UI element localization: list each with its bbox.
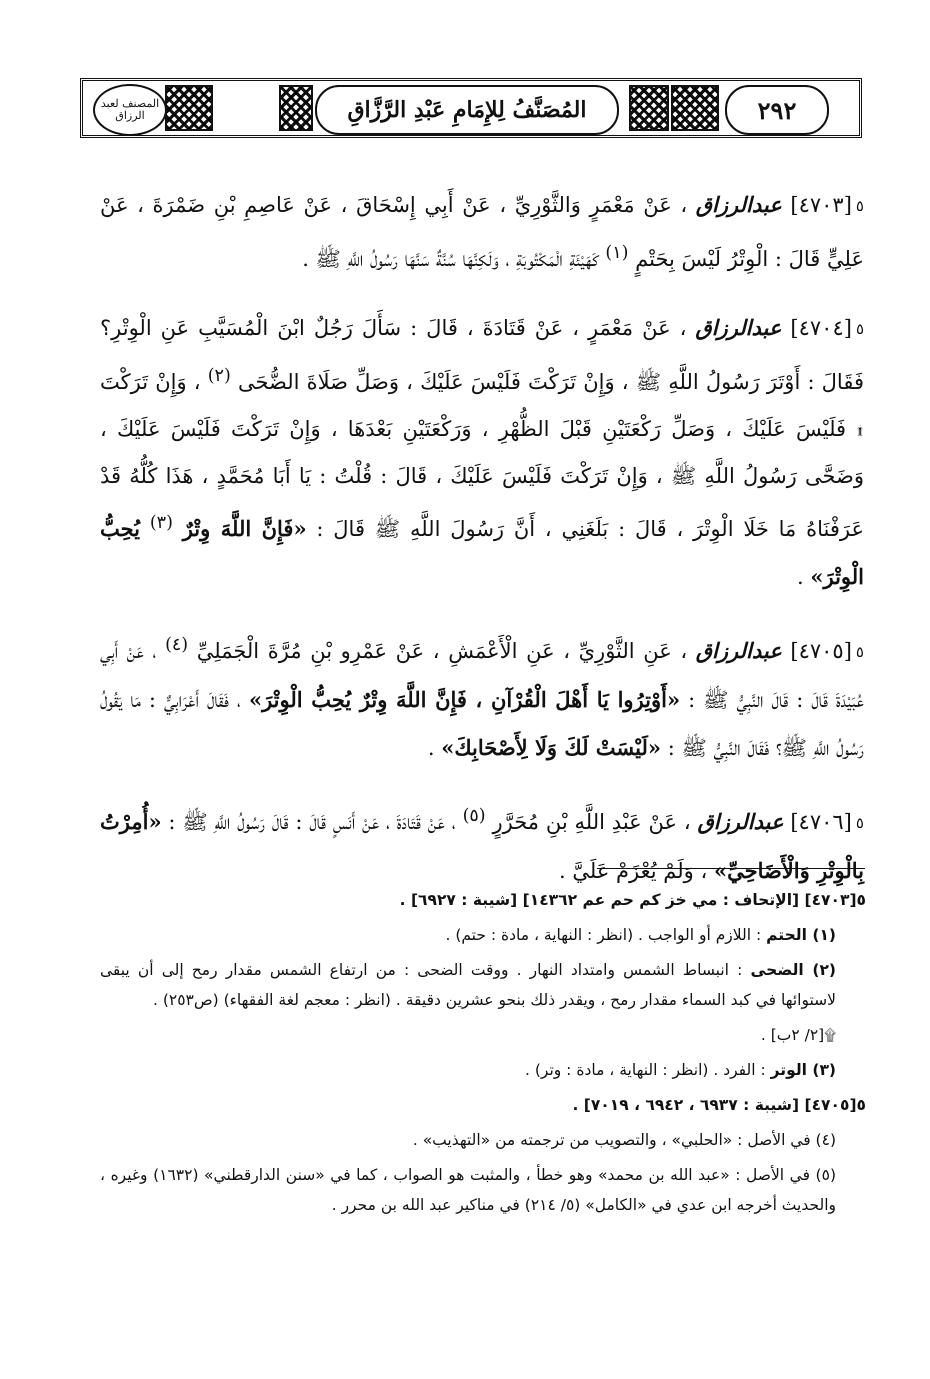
hadith-text: .: [427, 736, 435, 760]
footnote-3: [100, 1055, 866, 1085]
footnote-ref: (١): [605, 243, 629, 263]
footnote-source-4703: [100, 885, 866, 915]
footnote-5: [100, 1160, 866, 1220]
prophetic-quote: «أَوْتِرُوا يَا أَهْلَ الْقُرْآنِ ، فَإِنَّ اللَّهَ وِتْرٌ يُحِبُّ الْوِتْرَ»: [248, 687, 681, 712]
footnote-text: (٤) في الأصل : «الحلبي» ، والتصويب من ترجمته من «التهذيب» .: [412, 1131, 836, 1149]
footnote-source-4705: [100, 1090, 866, 1120]
footnote-lead: (١) الحتم: [766, 926, 836, 944]
hadith-text: ، وَإِنْ تَرَكْتَ ۩ فَلَيْسَ عَلَيْكَ ، وَصَلِّ رَكْعَتَيْنِ قَبْلَ الظُّهْرِ ، وَرَكْعَتَيْنِ بَعْدَهَا ، وَإِنْ تَرَكْتَ فَلَيْسَ عَلَيْكَ ، وَضَحَّى رَسُولُ اللَّهِ ﷺ ، وَإِنْ تَرَكْتَ فَلَيْسَ عَلَيْكَ ، قَالَ : قُلْتُ : يَا أَبَا مُحَمَّدٍ ، هَذَا كُلُّهُ قَدْ عَرَفْنَاهُ مَا خَلَا الْوِتْرَ ، قَالَ : بَلَغَنِي ، أَنَّ رَسُولَ اللَّهِ ﷺ قَالَ :: [100, 370, 865, 541]
author-name: عبدالرزاق: [695, 638, 782, 663]
hadith-4704: [100, 304, 864, 601]
footnote-lead: ٥[٤٧٠٥] [شيبة : ٦٩٣٧ ، ٦٩٤٢ ، ٧٠١٩] .: [572, 1096, 866, 1114]
footnote-lead: ٥[٤٧٠٣] [الإتحاف : مي خز كم حم عم ١٤٣٦٢] [شيبة : ٦٩٢٧] .: [399, 891, 866, 909]
footnote-text: : انبساط الشمس وامتداد النهار . ووقت الضحى : من ارتفاع الشمس مقدار رمح إلى أن يبقى لاستوائها في كبد السماء مقدار رمح ، ويقدر ذلك بنحو عشرين دقيقة . (انظر : معجم لغة الفقهاء) (ص٢٥٣) .: [100, 961, 836, 1009]
footnote-4: [100, 1125, 866, 1155]
hadith-text: ، عَنْ مَعْمَرٍ ، عَنْ قَتَادَةَ ، قَالَ : سَأَلَ رَجُلٌ ابْنَ الْمُسَيَّبِ عَنِ الْوِتْرِ؟ فَقَالَ : أَوْتَرَ رَسُولُ اللَّهِ ﷺ ، وَإِنْ تَرَكْتَ فَلَيْسَ عَلَيْكَ ، وَصَلِّ صَلَاةَ الضُّحَى: [100, 316, 864, 394]
hadith-text: ، فَقَالَ أَعْرَابِيٌّ : مَا يَقُولُ رَسُولُ اللَّهِ ﷺ؟ فَقَالَ النَّبِيُّ ﷺ :: [100, 688, 864, 760]
hadith-text: كَهَيْئَةِ الْمَكْتُوبَةِ ، وَلَكِنَّهَا سُنَّةٌ سَنَّهَا رَسُولُ اللَّهِ ﷺ .: [302, 247, 599, 271]
footnote-ref: (٥): [462, 806, 486, 826]
circle-mark: ٥: [855, 814, 864, 832]
footnote-text: (٥) في الأصل : «عبد الله بن محمد» وهو خطأ ، والمثبت هو الصواب ، كما في «سنن الدارقطني» (١٦٣٢) وغيره ، والحديث أخرجه ابن عدي في «الكامل» (٥/ ٢١٤) في مناكير عبد الله بن محرر .: [100, 1166, 836, 1214]
footnote-lead: (٣) الوتر: [770, 1061, 836, 1079]
hadith-number: [٤٧٠٤]: [790, 316, 852, 340]
footnote-2: [100, 955, 866, 1015]
hadith-4703: [100, 181, 864, 283]
hadith-number: [٤٧٠٦]: [790, 810, 852, 834]
footnote-1: [100, 920, 866, 950]
prophetic-quote: «فَإِنَّ اللَّهَ وِتْرٌ: [182, 516, 307, 541]
footnote-text: : الفرد . (انظر : النهاية ، مادة : وتر) .: [525, 1061, 766, 1079]
ornament-right-outer: [671, 85, 719, 131]
hadith-text: ، عَنْ أَبِي عُبَيْدَةَ قَالَ : قَالَ النَّبِيُّ ﷺ :: [100, 639, 864, 712]
author-name: عبدالرزاق: [697, 809, 784, 834]
prophetic-quote: «أُمِرْتُ بِالْوِتْرِ وَالْأَضَاحِيِّ»: [100, 809, 864, 883]
ornament-left-inner: [279, 85, 313, 131]
footnote-ref: (٤): [165, 635, 189, 655]
hadith-4706: [100, 793, 864, 895]
ornament-left-outer: [165, 85, 213, 131]
circle-mark: ٥: [855, 320, 864, 338]
footnote-folio: [100, 1020, 866, 1050]
footnote-divider: [597, 868, 865, 869]
prophetic-quote: «لَيْسَتْ لَكَ وَلَا لِأَصْحَابِكَ»: [441, 735, 662, 760]
footnote-ref: (٢): [207, 366, 231, 386]
main-text: [100, 160, 864, 907]
hadith-number: [٤٧٠٥]: [790, 639, 852, 663]
hadith-text: ، وَلَمْ يُعْزَمْ عَلَيَّ .: [559, 859, 708, 883]
running-title: المُصَنَّفُ لِلإِمَامِ عَبْدِ الرَّزَّاقِ: [315, 85, 619, 135]
hadith-text: ، عَنْ عَبْدِ اللَّهِ بْنِ مُحَرَّرٍ: [492, 810, 691, 834]
page-header: [80, 78, 862, 138]
hadith-text: ، عَنْ مَعْمَرٍ وَالثَّوْرِيِّ ، عَنْ أَبِي إِسْحَاقَ ، عَنْ عَاصِمِ بْنِ ضَمْرَةَ ، عَنْ عَلِيٍّ قَالَ : الْوِتْرُ لَيْسَ بِحَتْمٍ: [100, 193, 864, 271]
hadith-text: ، عَنْ قَتَادَةَ ، عَنْ أَنَسٍ قَالَ : قَالَ رَسُولُ اللَّهِ ﷺ :: [168, 810, 456, 834]
footnote-text: ۩[٢/ ٢ب] .: [760, 1026, 836, 1044]
author-name: عبدالرزاق: [695, 192, 782, 217]
footnotes: [100, 885, 866, 1225]
page-number: ٢٩٢: [725, 85, 829, 135]
ornament-right-inner: [629, 85, 669, 131]
hadith-number: [٤٧٠٣]: [790, 193, 852, 217]
circle-mark: ٥: [855, 643, 864, 661]
hadith-4705: [100, 622, 864, 772]
circle-mark: ٥: [855, 197, 864, 215]
footnote-text: : اللازم أو الواجب . (انظر : النهاية ، مادة : حتم) .: [445, 926, 762, 944]
hadith-text: .: [796, 565, 804, 589]
prophetic-quote: يُحِبُّ الْوِتْرَ»: [100, 516, 864, 589]
author-name: عبدالرزاق: [695, 315, 782, 340]
hadith-text: ، عَنِ الثَّوْرِيِّ ، عَنِ الْأَعْمَشِ ، عَنْ عَمْرِو بْنِ مُرَّةَ الْجَمَلِيِّ: [196, 639, 688, 663]
book-seal-logo: المصنف لعبد الرزاق: [93, 84, 167, 136]
footnote-ref: (٣): [149, 513, 173, 533]
footnote-lead: (٢) الضحى: [750, 961, 836, 979]
